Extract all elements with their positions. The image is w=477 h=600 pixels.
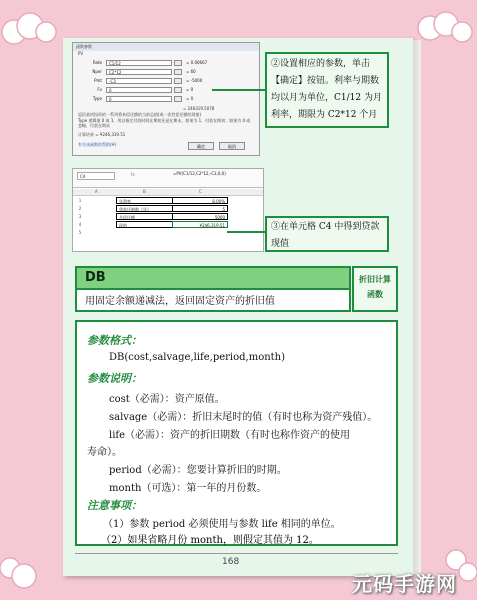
param-line: life（必需）：资产的折旧期数（有时也称作资产的使用: [109, 430, 351, 441]
cell[interactable]: 现值: [116, 221, 172, 228]
cell[interactable]: 5: [172, 205, 228, 212]
formula-bar: [73, 169, 263, 188]
function-header-box: [75, 266, 351, 312]
desc-heading: 参数说明：: [87, 372, 142, 385]
row-number: 5: [78, 230, 82, 235]
dialog-calc-result: 计算结果 = ¥246,319.51: [78, 132, 126, 137]
category-line: 折旧计算: [359, 275, 391, 284]
note-line: （1）参数 period 必须使用与参数 life 相同的单位。: [103, 519, 341, 530]
range-select-icon[interactable]: [174, 60, 182, 66]
column-headers: [73, 189, 263, 196]
page-number: 168: [222, 557, 240, 567]
function-header-bar: [77, 268, 349, 290]
function-name: DB: [85, 270, 106, 285]
column-header[interactable]: A: [95, 189, 98, 194]
selected-cell[interactable]: ¥246,319.51: [172, 221, 228, 228]
step2-callout: ②设置相应的参数，单击【确定】按钮。利率与期数均以月为单位，C1/12 为月利率，期限为 C2*12 个月: [265, 52, 389, 128]
arg-input[interactable]: C1/12: [106, 60, 172, 66]
param-line: period（必需）：您要计算折旧的时期。: [109, 465, 287, 476]
arg-label: Pmt: [94, 78, 102, 83]
param-line: cost（必需）：资产原值。: [109, 394, 225, 405]
note-line: （2）如果省略月份 month，则假定其值为 12。: [101, 535, 319, 546]
arg-result: = -5000: [186, 78, 203, 83]
row-number: 4: [78, 222, 82, 227]
fx-icon[interactable]: fx: [131, 172, 135, 177]
ok-button[interactable]: 确定: [188, 142, 214, 150]
cancel-button[interactable]: 取消: [219, 142, 245, 150]
syntax-line: DB(cost,salvage,life,period,month): [109, 352, 286, 363]
range-select-icon[interactable]: [174, 69, 182, 75]
arg-label: Fv: [97, 87, 102, 92]
name-box[interactable]: C4: [77, 172, 115, 180]
row-number: 2: [78, 206, 82, 211]
arg-result: = 60: [186, 69, 196, 74]
cell[interactable]: 月偿还额: [116, 213, 172, 220]
dialog-arg-help: Type 逻辑值 0 或 1，用以指定付款时间在期初还是在期末。如果为 1，付款在期初；如果为 0 或忽略，付款在期末: [78, 118, 251, 128]
function-category: [352, 266, 398, 312]
notes-heading: 注意事项：: [87, 499, 142, 512]
cell[interactable]: 贷款还期数（年）: [116, 205, 172, 212]
table-row: [73, 213, 263, 221]
arg-label: Type: [92, 96, 102, 101]
table-row: [73, 221, 263, 229]
step3-callout: ③在单元格 C4 中得到贷款现值: [265, 216, 389, 252]
arg-result: = 0: [186, 87, 194, 92]
dialog-description: 返回某项投资的一系列将来偿还额的当前总值(或一次性偿还额的现值): [78, 112, 202, 117]
dialog-help-link[interactable]: 有关该函数的帮助(H): [78, 142, 117, 147]
format-heading: 参数格式：: [87, 334, 142, 347]
row-number: 1: [78, 198, 82, 203]
range-select-icon[interactable]: [174, 78, 182, 84]
page-edge: [413, 40, 421, 574]
category-line: 函数: [367, 290, 383, 299]
arg-input[interactable]: C2*12: [106, 69, 172, 75]
arg-input[interactable]: 0: [106, 96, 172, 102]
arg-input[interactable]: -C3: [106, 78, 172, 84]
arg-result: = 0: [186, 96, 194, 101]
table-row: [73, 205, 263, 213]
dialog-title: 函数参数: [73, 43, 259, 51]
function-description: 用固定余额递减法，返回固定资产的折旧值: [85, 296, 275, 307]
footer-rule: [75, 553, 398, 554]
range-select-icon[interactable]: [174, 96, 182, 102]
callout-leader-line: [227, 231, 265, 233]
formula-text[interactable]: =PV(C1/12,C2*12,-C3,0,0): [173, 171, 226, 176]
parameter-section: [75, 320, 398, 546]
arg-result: = 0.00667: [186, 60, 208, 65]
watermark-logo: 元码手游网: [352, 572, 457, 596]
spreadsheet: [72, 168, 264, 252]
range-select-icon[interactable]: [174, 87, 182, 93]
column-header[interactable]: C: [199, 189, 202, 194]
dialog-function-name: PV: [78, 51, 84, 56]
function-arguments-dialog: [72, 42, 260, 156]
arg-label: Rate: [92, 60, 102, 65]
row-number: 3: [78, 214, 82, 219]
cell[interactable]: 8.00%: [172, 197, 228, 204]
arg-label: Nper: [92, 69, 102, 74]
cell[interactable]: 年利率: [116, 197, 172, 204]
arg-input[interactable]: 0: [106, 87, 172, 93]
param-line: salvage（必需）：折旧末尾时的值（有时也称为资产残值）。: [109, 412, 378, 423]
param-line: 寿命）。: [87, 447, 122, 458]
cell[interactable]: 5000: [172, 213, 228, 220]
table-row: [73, 197, 263, 205]
param-line: month（可选）：第一年的月份数。: [109, 483, 267, 494]
dialog-total: = 246319.5078: [183, 106, 215, 111]
column-header[interactable]: B: [143, 189, 146, 194]
callout-leader-line: [212, 89, 265, 91]
